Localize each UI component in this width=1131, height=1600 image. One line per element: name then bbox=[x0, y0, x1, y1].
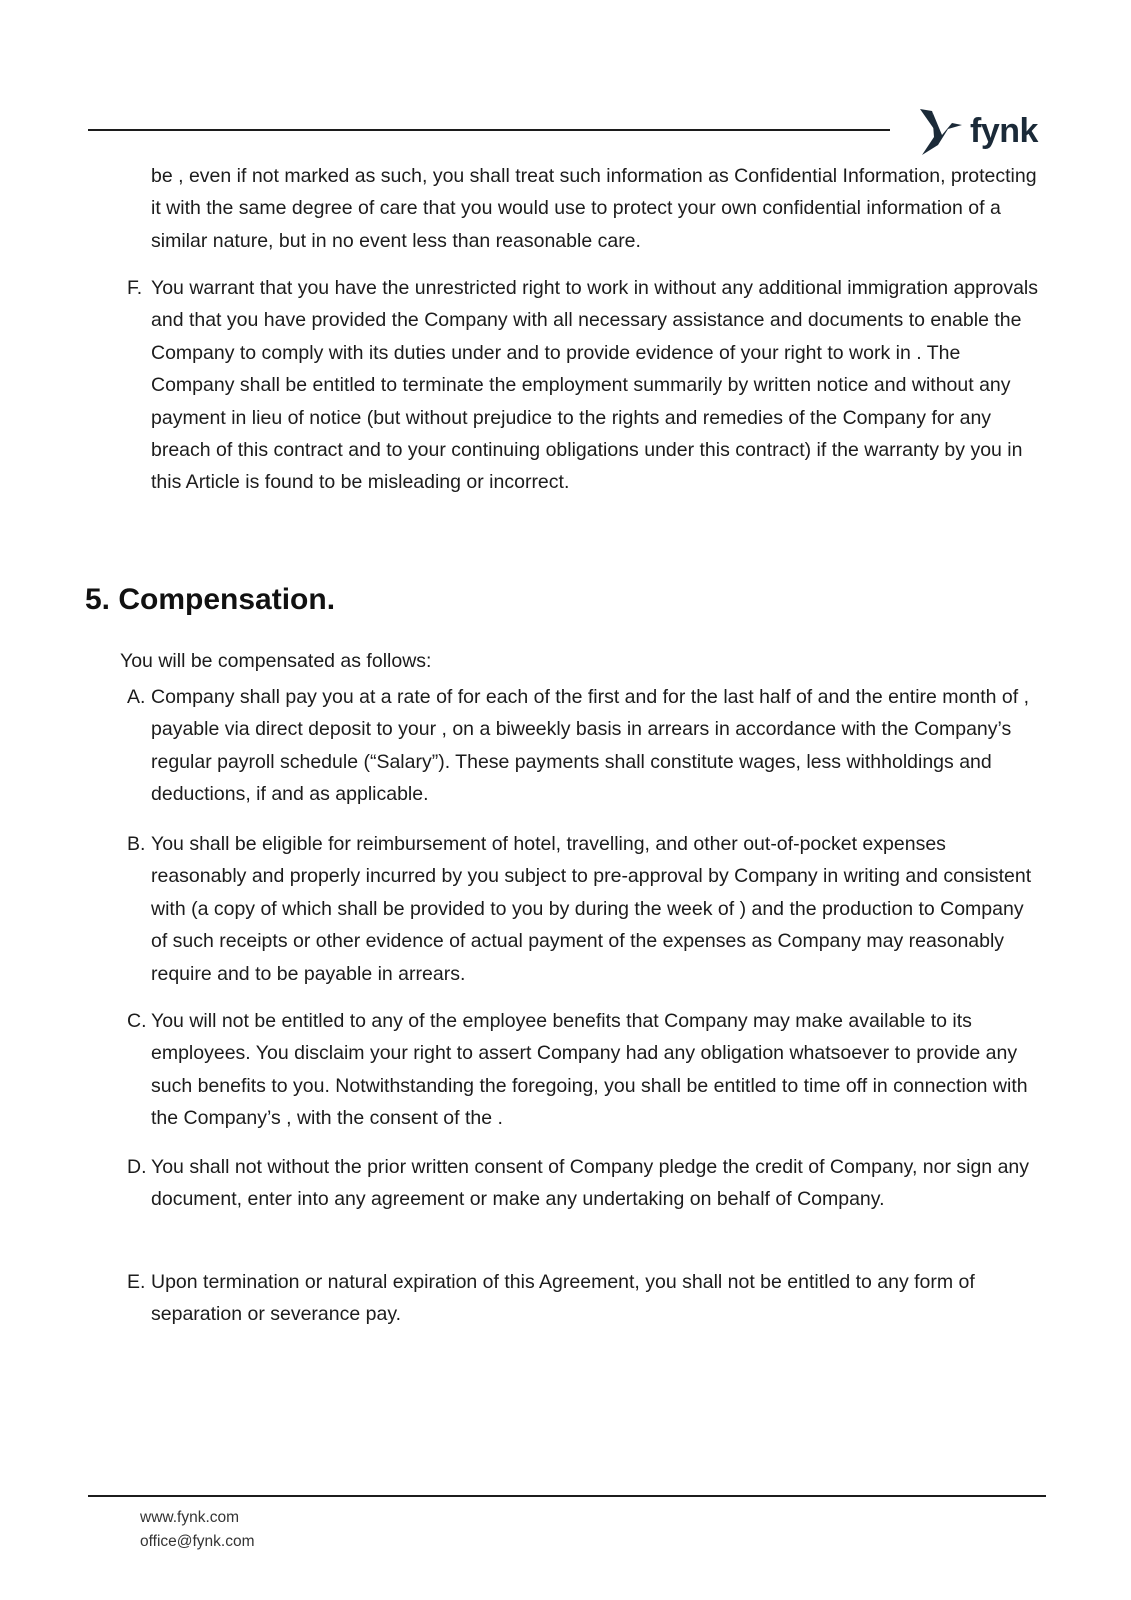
continuation-paragraph: be , even if not marked as such, you shall treat such information as Confidential Information, protecting it with the same degree of care that you would use to protect your own confidential information of a similar nature, but in no event less than reasonable care. bbox=[151, 165, 1037, 252]
section-heading: 5. Compensation. bbox=[85, 583, 336, 616]
clause-text: You warrant that you have the unrestricted right to work in without any additional immigration approvals and that you have provided the Company with all necessary assistance and documents to enable the Company to comply with its duties under and to provide evidence of your right to work in . The Company shall be entitled to terminate the employment summarily by written notice and without any payment in lieu of notice (but without prejudice to the rights and remedies of the Company for any breach of this contract and to your continuing obligations under this contract) if the warranty by you in this Article is found to be misleading or incorrect. bbox=[151, 277, 1039, 494]
clause-c bbox=[120, 1005, 1045, 1135]
clause-a bbox=[120, 681, 1045, 811]
footer-email-link[interactable]: office@fynk.com bbox=[140, 1533, 255, 1550]
footer bbox=[140, 1506, 255, 1554]
clause-text: You shall not without the prior written consent of Company pledge the credit of Company, nor sign any document, enter into any agreement or make any undertaking on behalf of Company. bbox=[151, 1156, 1030, 1211]
clause-text: Company shall pay you at a rate of for each of the first and for the last half of and the entire month of , payable via direct deposit to your , on a biweekly basis in arrears in accordance with the Company’s regular payroll schedule (“Salary”). These payments shall constitute wages, less withholdings and deductions, if and as applicable. bbox=[151, 686, 1030, 806]
logo-wordmark: fynk bbox=[970, 112, 1038, 150]
clause-b bbox=[120, 828, 1045, 990]
footer-rule bbox=[88, 1495, 1046, 1497]
clause-text: You shall be eligible for reimbursement of hotel, travelling, and other out-of-pocket expenses reasonably and properly incurred by you subject to pre-approval by Company in writing and consistent with (a copy of which shall be provided to you by during the week of ) and the production to Company of such receipts or other evidence of actual payment of the expenses as Company may reasonably require and to be payable in arrears. bbox=[151, 833, 1032, 985]
clause-text: You will not be entitled to any of the employee benefits that Company may make available to its employees. You disclaim your right to assert Company had any obligation whatsoever to provide any such benefits to you. Notwithstanding the foregoing, you shall be entitled to time off in connection with the Company’s , with the consent of the . bbox=[151, 1010, 1028, 1130]
clause-f bbox=[120, 272, 1045, 499]
clause-letter: C. bbox=[127, 1010, 147, 1032]
section-intro: You will be compensated as follows: bbox=[120, 650, 432, 672]
fynk-bird-icon bbox=[918, 105, 964, 157]
clause-letter: F. bbox=[127, 277, 143, 299]
clause-letter: D. bbox=[127, 1156, 147, 1178]
clause-text: Upon termination or natural expiration of this Agreement, you shall not be entitled to any form of separation or severance pay. bbox=[151, 1271, 975, 1326]
header-rule bbox=[88, 129, 890, 131]
clause-d bbox=[120, 1151, 1045, 1216]
clause-e bbox=[120, 1266, 1045, 1331]
footer-website-link[interactable]: www.fynk.com bbox=[140, 1509, 240, 1526]
clause-letter: B. bbox=[127, 833, 146, 855]
clause-letter: A. bbox=[127, 686, 146, 708]
fynk-logo bbox=[918, 105, 1038, 157]
clause-letter: E. bbox=[127, 1271, 146, 1293]
